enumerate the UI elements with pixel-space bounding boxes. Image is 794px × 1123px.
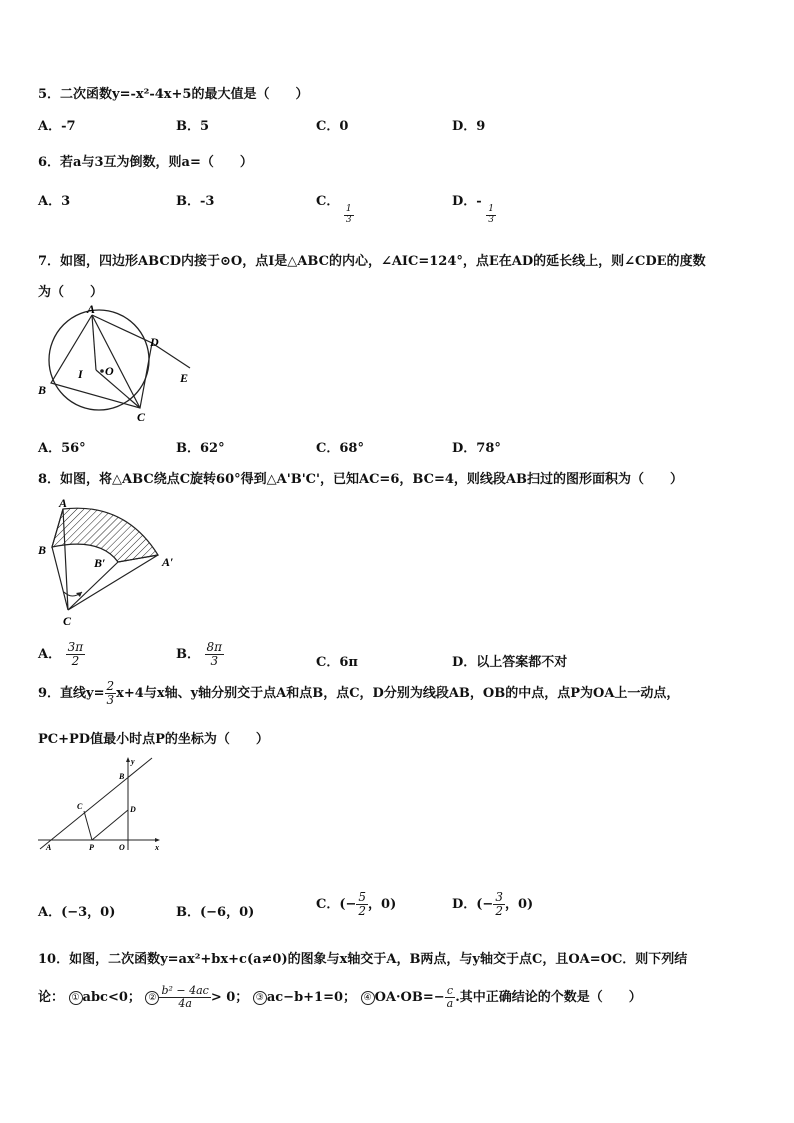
q6-option-d-label: D．-	[452, 194, 482, 209]
fraction-denominator: 2	[358, 904, 367, 919]
q9-option-a: A．(−3，0)	[38, 905, 116, 920]
q6-stem: 6．若a与3互为倒数，则a=（ ）	[38, 155, 253, 170]
circle-o	[49, 310, 149, 410]
q9-option-c-fraction	[356, 891, 368, 918]
circled-1: ①	[69, 991, 83, 1005]
fraction-numerator: b² − 4ac	[161, 984, 209, 997]
label-i: I	[78, 367, 83, 381]
fraction-numerator: 1	[488, 204, 494, 215]
circled-3: ③	[253, 991, 267, 1005]
fraction-denominator: 3	[488, 215, 494, 225]
label-y: y	[131, 757, 135, 766]
label-b-prime: B′	[94, 556, 106, 570]
label-o: O	[105, 364, 114, 378]
segment-ai	[92, 315, 96, 370]
rotation-arrowhead	[76, 592, 82, 597]
segment-ac	[92, 315, 140, 408]
circled-2: ②	[145, 991, 159, 1005]
q7-option-c: C．68°	[316, 441, 364, 456]
q7-option-a: A．56°	[38, 441, 86, 456]
label-b: B	[119, 772, 125, 781]
q7-option-b: B．62°	[176, 441, 225, 456]
label-x: x	[155, 843, 159, 852]
q8-option-b-label: B．	[176, 647, 200, 663]
q8-rotation-figure	[30, 492, 190, 632]
segment-pd	[92, 810, 128, 840]
label-e: E	[180, 371, 189, 385]
q6-option-b: B．-3	[176, 194, 215, 209]
label-d: D	[130, 805, 136, 814]
fraction-denominator: 2	[495, 904, 503, 919]
fraction-numerator: 2	[106, 679, 115, 693]
q5-option-b: B．5	[176, 119, 210, 134]
q6-option-a: A．3	[38, 194, 71, 209]
q8-option-b	[176, 641, 224, 668]
circled-4: ④	[361, 991, 375, 1005]
q5-stem: 5．二次函数y=-x²-4x+5的最大值是（ ）	[38, 87, 309, 102]
triangle-a1b1c	[68, 555, 158, 610]
q9-coordinate-figure	[34, 754, 164, 854]
fraction-numerator: c	[445, 985, 456, 998]
q6-option-d	[452, 190, 496, 225]
x-axis-arrow	[155, 838, 160, 842]
label-c: C	[77, 802, 83, 811]
q9-option-d-fraction	[493, 891, 505, 918]
q10-stem-line2	[38, 985, 642, 1010]
q9-stem-lead: 9．直线y=	[38, 686, 105, 702]
q9-stem-line1	[38, 680, 679, 707]
q9-option-c-tail: ，0)	[368, 897, 397, 913]
q8-option-a-fraction	[66, 641, 86, 668]
label-b: B	[38, 383, 47, 397]
q9-option-c-lead: C．(−	[316, 897, 357, 913]
q9-option-c	[316, 891, 396, 918]
q8-option-a-label: A．	[38, 647, 62, 663]
swept-region	[52, 508, 158, 562]
label-a: A	[46, 843, 52, 852]
fraction-numerator: 3	[495, 890, 503, 904]
fraction-numerator: 5	[358, 890, 367, 904]
fraction-denominator: 2	[71, 654, 80, 669]
q5-option-a: A．-7	[38, 119, 76, 134]
label-p: P	[89, 843, 94, 852]
quadrilateral-abcd	[51, 315, 152, 408]
q6-option-c	[316, 190, 354, 225]
q10-lead: 论：	[38, 990, 65, 1006]
q10-conclusion-4-tail: .其中正确结论的个数是（ ）	[455, 990, 642, 1006]
line-ab	[40, 758, 152, 849]
q9-stem-line2: PC+PD值最小时点P的坐标为（ ）	[38, 732, 269, 747]
fraction-denominator: 3	[345, 215, 352, 225]
fraction-denominator: 4a	[178, 997, 192, 1011]
q9-option-d-lead: D．(−	[452, 897, 494, 913]
label-a: A	[59, 496, 68, 510]
label-c: C	[137, 410, 146, 424]
q10-conclusion-4-fraction	[445, 985, 456, 1010]
label-d: D	[150, 335, 159, 349]
label-o: O	[119, 843, 125, 852]
segment-cp	[84, 811, 92, 840]
fraction-numerator: 3π	[67, 640, 84, 654]
fraction-denominator: 3	[210, 654, 219, 669]
q8-option-d: D．以上答案都不对	[452, 655, 568, 670]
y-axis-arrow	[126, 757, 130, 762]
center-o-dot	[100, 369, 104, 373]
q10-conclusion-1: abc<0；	[82, 990, 141, 1006]
label-c: C	[63, 614, 72, 628]
q7-stem-line1: 7．如图，四边形ABCD内接于⊙O，点I是△ABC的内心，∠AIC=124°，点E在AD的延长线上，则∠CDE的度数	[38, 254, 706, 269]
q10-stem-line1: 10．如图，二次函数y=ax²+bx+c(a≠0)的图象与x轴交于A，B两点，与y轴交于点C，且OA=OC．则下列结	[38, 952, 688, 967]
q6-option-c-label: C．	[316, 194, 340, 209]
q9-option-d-tail: ，0)	[504, 897, 534, 913]
fraction-numerator: 8π	[206, 640, 223, 654]
q8-option-a	[38, 641, 85, 668]
q9-option-d	[452, 891, 533, 918]
fraction-denominator: 3	[106, 693, 115, 708]
q7-option-d: D．78°	[452, 441, 501, 456]
q5-option-c: C．0	[316, 119, 349, 134]
fraction-denominator: a	[446, 997, 454, 1011]
q8-stem: 8．如图，将△ABC绕点C旋转60°得到△A'B'C'，已知AC=6，BC=4，则线段AB扫过的图形面积为（ ）	[38, 472, 683, 487]
q8-option-c: C．6π	[316, 655, 358, 670]
q6-option-d-fraction	[486, 205, 496, 226]
q7-stem-line2: 为（ ）	[38, 285, 104, 300]
label-b: B	[38, 543, 47, 557]
fraction-numerator: 1	[345, 204, 352, 215]
q10-conclusion-2-fraction	[159, 985, 210, 1010]
q9-option-b: B．(−6，0)	[176, 905, 255, 920]
label-a: A	[87, 302, 96, 316]
q9-slope-fraction	[105, 680, 117, 707]
q9-stem-rest: x+4与x轴、y轴分别交于点A和点B，点C，D分别为线段AB，OB的中点，点P为OA上一动点，	[116, 686, 680, 702]
label-a-prime: A′	[162, 555, 174, 569]
q10-conclusion-2: > 0；	[210, 990, 249, 1006]
q10-conclusion-3: ac−b+1=0；	[266, 990, 357, 1006]
q8-option-b-fraction	[205, 641, 225, 668]
q6-option-c-fraction	[344, 205, 354, 226]
q5-option-d: D．9	[452, 119, 486, 134]
q7-circle-figure	[30, 300, 210, 425]
q10-conclusion-4-lead: OA·OB=−	[374, 990, 445, 1006]
